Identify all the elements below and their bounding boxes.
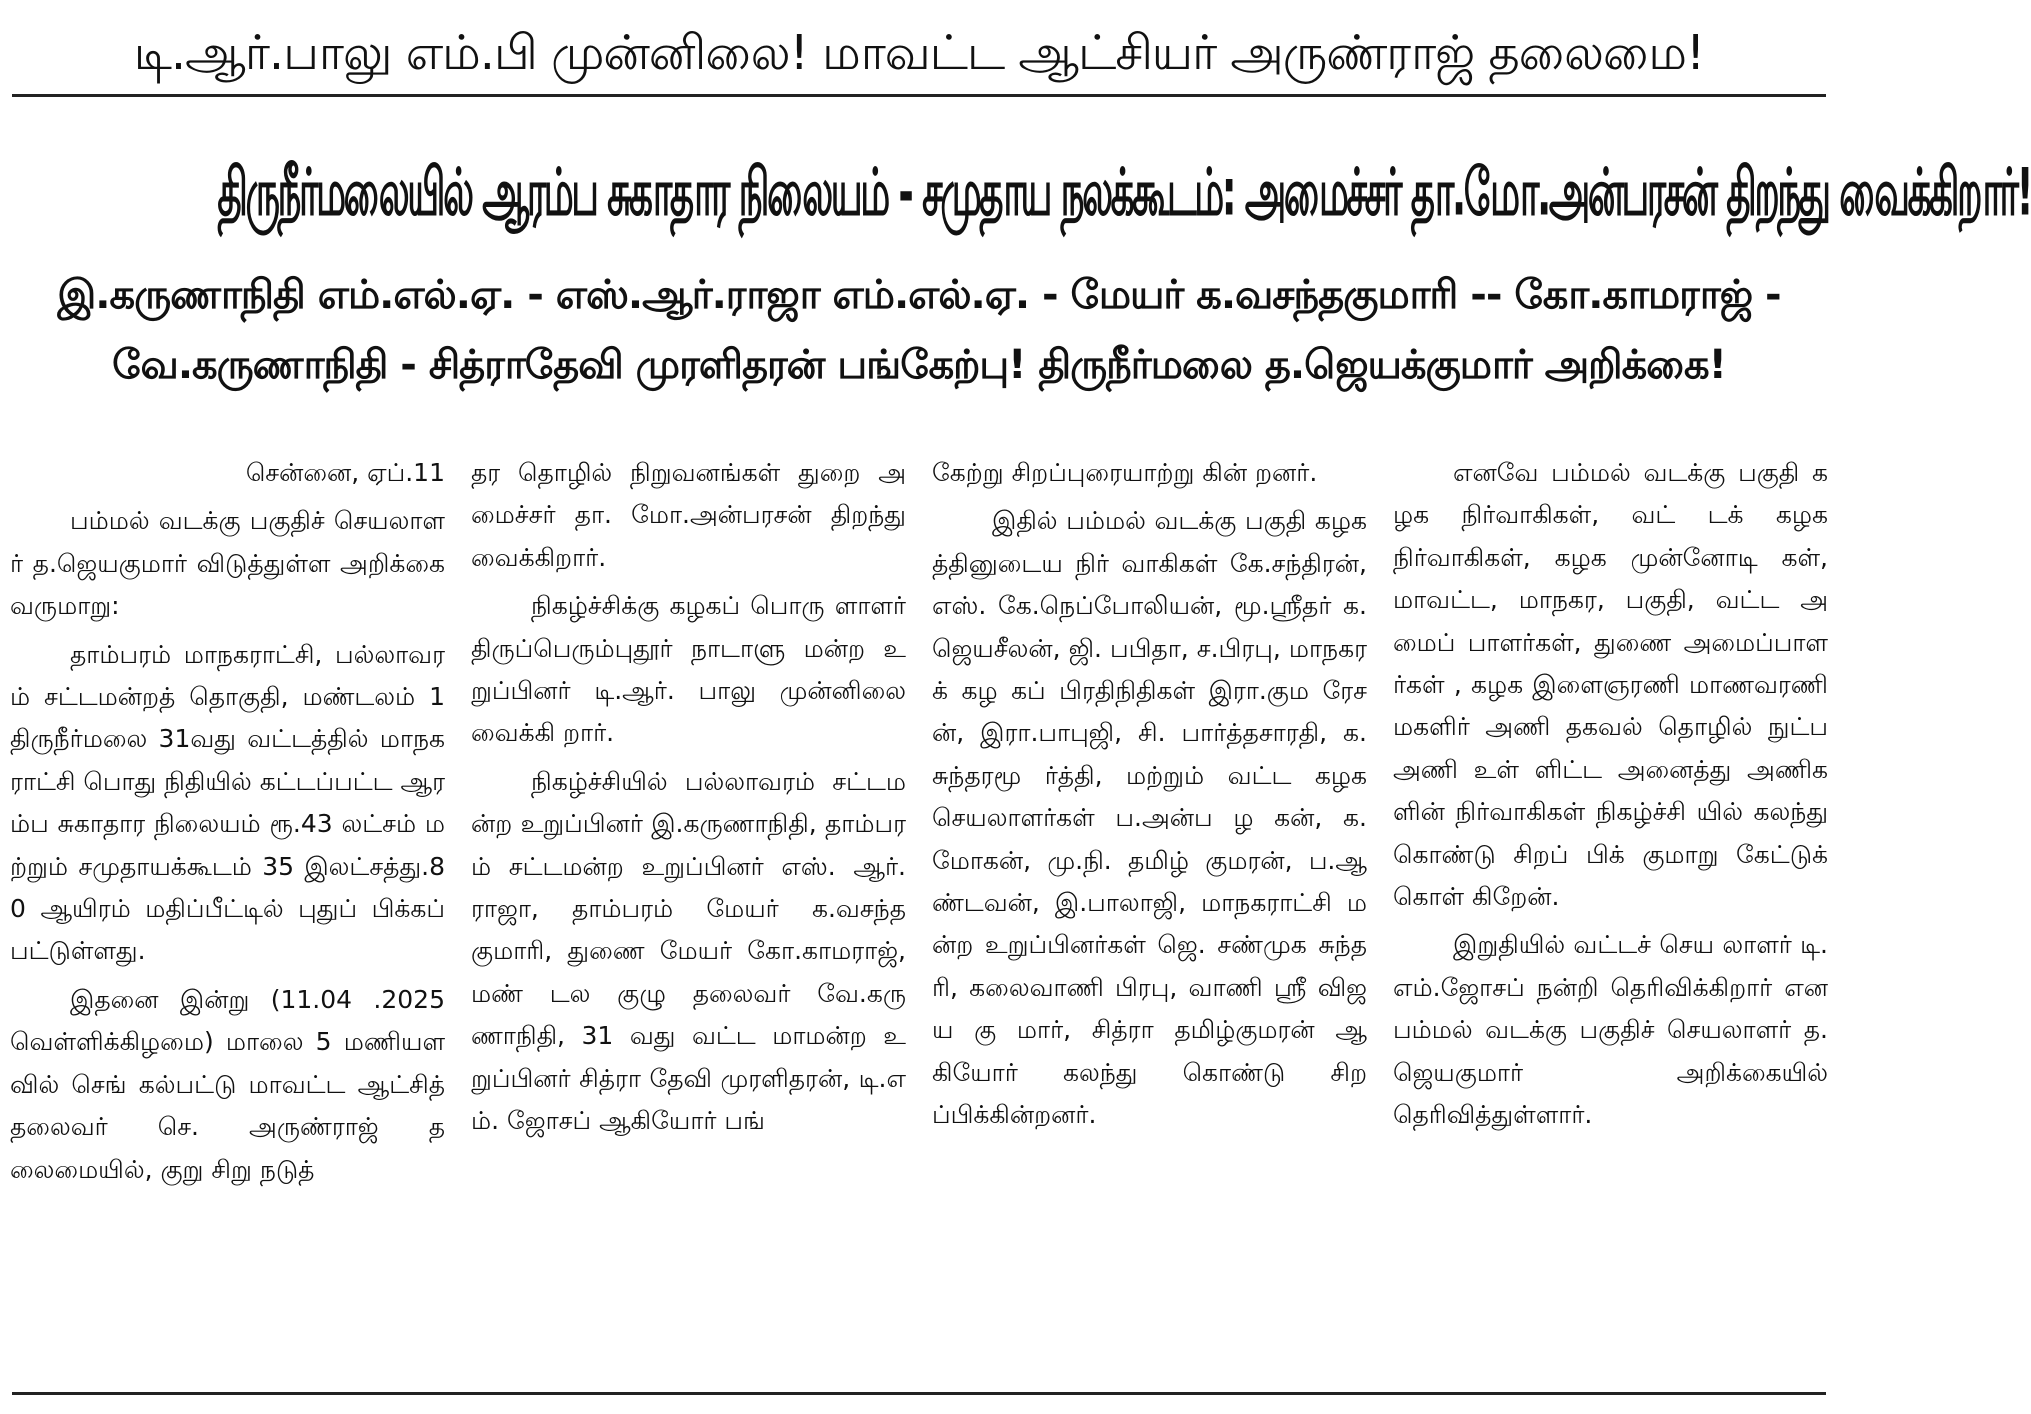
bottom-divider <box>12 1392 1826 1395</box>
paragraph: இதனை இன்று (11.04 .2025 வெள்ளிக்கிழமை) மாலை 5 மணியளவில் செங் கல்பட்டு மாவட்ட ஆட்சித் தலைவர் செ. அருண்ராஜ் தலைமையில், குறு சிறு நடுத் <box>10 984 445 1184</box>
paragraph: தாம்பரம் மாநகராட்சி, பல்லாவரம் சட்டமன்றத் தொகுதி, மண்டலம் 1 திருநீர்மலை 31வது வட்டத்தில் மாநகராட்சி பொது நிதியில் கட்டப்பட்ட ஆரம்ப சுகாதார நிலையம் ரூ.43 லட்சம் மற்றும் சமுதாயக்கூடம் 35 இலட்சத்து.80 ஆயிரம் மதிப்பீட்டில் புதுப் பிக்கப் பட்டுள்ளது. <box>10 639 445 966</box>
article-column-1 <box>10 452 445 1354</box>
subhead-line-1: இ.கருணாநிதி எம்.எல்.ஏ. - எஸ்.ஆர்.ராஜா எம்.எல்.ஏ. - மேயர் க.வசந்தகுமாரி -- கோ.காமராஜ் - <box>57 272 1781 318</box>
article-column-2 <box>471 452 906 1354</box>
paragraph: கேற்று சிறப்புரையாற்று கின் றனர். <box>932 458 1318 487</box>
article-body <box>10 452 1828 1354</box>
article-column-4 <box>1393 452 1828 1354</box>
dateline: சென்னை, ஏப்.11 <box>245 458 445 487</box>
kicker-line: டி.ஆர்.பாலு எம்.பி முன்னிலை! மாவட்ட ஆட்சியர் அருண்ராஜ் தலைமை! <box>133 25 1705 81</box>
paragraph: தர தொழில் நிறுவனங்கள் துறை அமைச்சர் தா. மோ.அன்பரசன் திறந்து வைக்கிறார். <box>471 458 906 572</box>
paragraph: பம்மல் வடக்கு பகுதிச் செயலாளர் த.ஜெயகுமார் விடுத்துள்ள அறிக்கை வருமாறு: <box>10 506 445 621</box>
paragraph: இதில் பம்மல் வடக்கு பகுதி கழகத்தினுடைய நிர் வாகிகள் கே.சந்திரன், எஸ். கே.நெப்போலியன், மூ.ஸ்ரீதர் க.ஜெயசீலன், ஜி. பபிதா, ச.பிரபு, மாநகரக் கழ கப் பிரதிநிதிகள் இரா.கும ரேசன், இரா.பாபுஜி, சி. பார்த்தசாரதி, க.சுந்தரமூ ர்த்தி, மற்றும் வட்ட கழக செயலாளர்கள் ப.அன்ப ழ கன், க.மோகன், மு.நி. தமிழ் குமரன், ப.ஆண்டவன், இ.பாலாஜி, மாநகராட்சி மன்ற உறுப்பினர்கள் ஜெ. சண்முக சுந்தரி, கலைவாணி பிரபு, வாணி ஸ்ரீ விஜய கு மார், சித்ரா தமிழ்குமரன் ஆகியோர் கலந்து கொண்டு சிறப்பிக்கின்றனர். <box>932 506 1367 1130</box>
top-divider <box>12 94 1826 97</box>
paragraph: நிகழ்ச்சிக்கு கழகப் பொரு ளாளர் திருப்பெரும்புதூர் நாடாளு மன்ற உறுப்பினர் டி.ஆர். பாலு முன்னிலை வைக்கி றார். <box>471 591 906 748</box>
article-column-3 <box>932 452 1367 1354</box>
paragraph: எனவே பம்மல் வடக்கு பகுதி கழக நிர்வாகிகள், வட் டக் கழக நிர்வாகிகள், கழக முன்னோடி கள்,மாவட்ட, மாநகர, பகுதி, வட்ட அமைப் பாளர்கள், துணை அமைப்பாளர்கள் , கழக இளைஞரணி மாணவரணி மகளிர் அணி தகவல் தொழில் நுட்ப அணி உள் ளிட்ட அனைத்து அணிக ளின் நிர்வாகிகள் நிகழ்ச்சி யில் கலந்து கொண்டு சிறப் பிக் குமாறு கேட்டுக் கொள் கிறேன். <box>1393 458 1828 912</box>
subhead-line-2: வே.கருணாநிதி - சித்ராதேவி முரளிதரன் பங்கேற்பு! திருநீர்மலை த.ஜெயக்குமார் அறிக்கை! <box>112 342 1726 388</box>
headline: திருநீர்மலையில் ஆரம்ப சுகாதார நிலையம் - சமுதாய நலக்கூடம்: அமைச்சர் தா.மோ.அன்பரசன் திறந்து வைக்கிறார்! <box>217 155 2031 231</box>
paragraph: நிகழ்ச்சியில் பல்லாவரம் சட்டமன்ற உறுப்பினர் இ.கருணாநிதி, தாம்பரம் சட்டமன்ற உறுப்பினர் எஸ். ஆர்.ராஜா, தாம்பரம் மேயர் க.வசந்தகுமாரி, துணை மேயர் கோ.காமராஜ், மண் டல குழு தலைவர் வே.கரு ணாநிதி, 31 வது வட்ட மாமன்ற உறுப்பினர் சித்ரா தேவி முரளிதரன், டி.எம். ஜோசப் ஆகியோர் பங் <box>471 766 906 1136</box>
paragraph: இறுதியில் வட்டச் செய லாளர் டி.எம்.ஜோசப் நன்றி தெரிவிக்கிறார் என பம்மல் வடக்கு பகுதிச் செயலாளர் த.ஜெயகுமார் அறிக்கையில் தெரிவித்துள்ளார். <box>1393 930 1828 1130</box>
